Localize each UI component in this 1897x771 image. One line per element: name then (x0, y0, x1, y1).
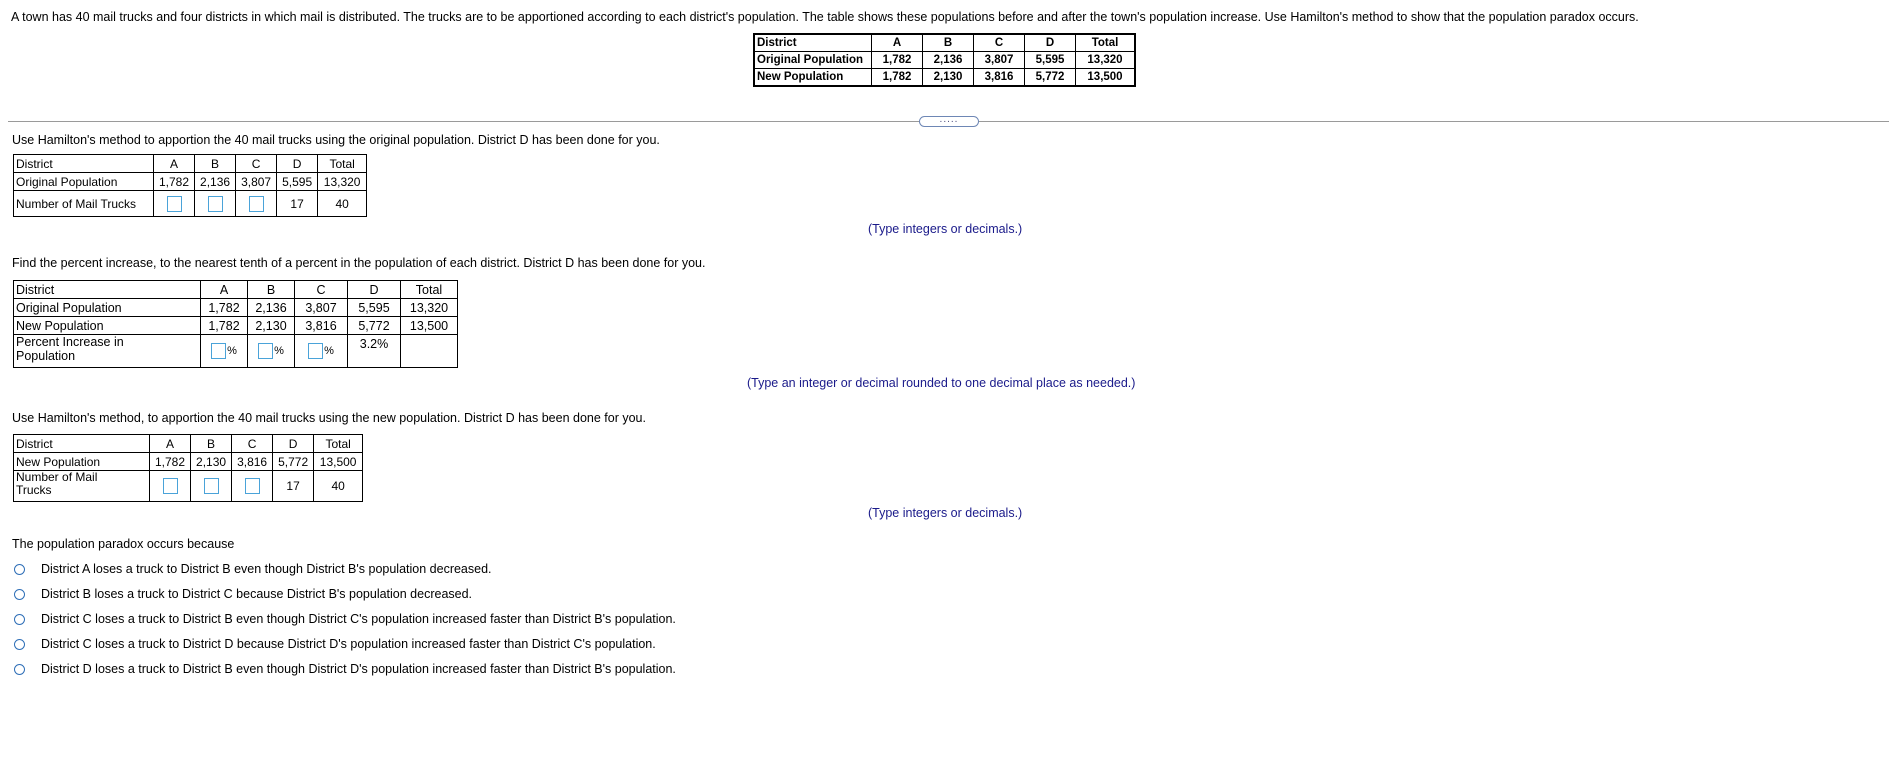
cell: 1,782 (201, 317, 248, 335)
answer-cell (236, 191, 277, 217)
part3-hint: (Type integers or decimals.) (868, 506, 1023, 520)
row-label: New Population (14, 453, 150, 471)
radio-button[interactable] (14, 564, 25, 575)
part1-prompt: Use Hamilton's method to apportion the 40 mail trucks using the original population. District D has been done for you. (12, 133, 660, 147)
table-row (14, 173, 367, 191)
cell: 5,595 (1025, 52, 1076, 69)
table-row (754, 69, 1135, 87)
paradox-option-2[interactable] (14, 587, 472, 601)
header-district: District (14, 281, 201, 299)
row-label: Number of Mail Trucks (14, 191, 154, 217)
cell: 5,595 (348, 299, 401, 317)
row-label: Original Population (14, 173, 154, 191)
table-row (14, 191, 367, 217)
part3-prompt: Use Hamilton's method, to apportion the 40 mail trucks using the new population. District D has been done for you. (12, 411, 646, 425)
population-table (753, 33, 1136, 87)
cell: 5,595 (277, 173, 318, 191)
answer-cell (150, 471, 191, 502)
cell: 40 (314, 471, 363, 502)
table-header-row (14, 435, 363, 453)
radio-button[interactable] (14, 589, 25, 600)
header-d: D (1025, 34, 1076, 52)
cell: 1,782 (150, 453, 191, 471)
problem-statement: A town has 40 mail trucks and four districts in which mail is distributed. The trucks are to be apportioned according to each district's population. The table shows these populations before and after the town's population increase. Use Hamilton's method to show that the population paradox occurs. (11, 10, 1639, 24)
option-label: District C loses a truck to District B even though District C's population increased faster than District B's population. (41, 612, 676, 626)
option-label: District C loses a truck to District D because District D's population increased faster than District C's population. (41, 637, 656, 651)
row-label: Original Population (754, 52, 872, 69)
table-header-row (14, 281, 458, 299)
answer-cell (232, 471, 273, 502)
paradox-option-4[interactable] (14, 637, 656, 651)
header-district: District (14, 155, 154, 173)
paradox-option-1[interactable] (14, 562, 492, 576)
header-b: B (191, 435, 232, 453)
part3-table (13, 434, 363, 502)
empty-cell (401, 335, 458, 368)
header-district: District (754, 34, 872, 52)
header-c: C (295, 281, 348, 299)
cell: 3.2% (348, 335, 401, 368)
answer-cell (195, 191, 236, 217)
answer-cell (295, 335, 348, 368)
row-label-line1: Percent Increase in (16, 335, 124, 349)
row-label (14, 335, 201, 368)
cell: 1,782 (201, 299, 248, 317)
part1-hint: (Type integers or decimals.) (868, 222, 1023, 236)
cell: 3,816 (974, 69, 1025, 87)
cell: 3,816 (232, 453, 273, 471)
cell: 2,136 (923, 52, 974, 69)
header-a: A (150, 435, 191, 453)
table-row (14, 299, 458, 317)
row-label: Original Population (14, 299, 201, 317)
header-d: D (273, 435, 314, 453)
answer-cell (154, 191, 195, 217)
header-b: B (923, 34, 974, 52)
cell: 2,136 (195, 173, 236, 191)
percent-b-input[interactable] (258, 343, 273, 359)
cell: 13,500 (314, 453, 363, 471)
table-row (14, 471, 363, 502)
option-label: District D loses a truck to District B even though District D's population increased faster than District B's population. (41, 662, 676, 676)
header-c: C (232, 435, 273, 453)
divider-handle[interactable]: ..... (919, 116, 979, 127)
cell: 2,130 (191, 453, 232, 471)
cell: 5,772 (1025, 69, 1076, 87)
cell: 13,320 (401, 299, 458, 317)
cell: 13,500 (1076, 69, 1136, 87)
answer-cell (201, 335, 248, 368)
row-label: New Population (14, 317, 201, 335)
cell: 3,807 (295, 299, 348, 317)
header-a: A (872, 34, 923, 52)
table-row (14, 453, 363, 471)
cell: 3,816 (295, 317, 348, 335)
row-label-line2: Trucks (16, 483, 52, 497)
part2-table (13, 280, 458, 368)
header-d: D (277, 155, 318, 173)
paradox-prompt: The population paradox occurs because (12, 537, 235, 551)
cell: 2,136 (248, 299, 295, 317)
percent-sign: % (274, 345, 284, 357)
header-total: Total (318, 155, 367, 173)
option-label: District A loses a truck to District B even though District B's population decreased. (41, 562, 492, 576)
percent-sign: % (324, 345, 334, 357)
header-b: B (248, 281, 295, 299)
radio-button[interactable] (14, 664, 25, 675)
row-label-line2: Population (16, 349, 76, 363)
table-row (754, 52, 1135, 69)
new-trucks-a-input[interactable] (163, 478, 178, 494)
table-header-row (754, 34, 1135, 52)
cell: 17 (277, 191, 318, 217)
trucks-c-input[interactable] (249, 196, 264, 212)
cell: 5,772 (348, 317, 401, 335)
header-c: C (236, 155, 277, 173)
trucks-a-input[interactable] (167, 196, 182, 212)
answer-cell (248, 335, 295, 368)
cell: 40 (318, 191, 367, 217)
trucks-b-input[interactable] (208, 196, 223, 212)
cell: 2,130 (248, 317, 295, 335)
cell: 3,807 (236, 173, 277, 191)
cell: 17 (273, 471, 314, 502)
part1-table (13, 154, 367, 217)
cell: 13,500 (401, 317, 458, 335)
table-row (14, 317, 458, 335)
header-total: Total (1076, 34, 1136, 52)
cell: 2,130 (923, 69, 974, 87)
answer-cell (191, 471, 232, 502)
cell: 3,807 (974, 52, 1025, 69)
table-header-row (14, 155, 367, 173)
header-total: Total (314, 435, 363, 453)
radio-button[interactable] (14, 639, 25, 650)
cell: 13,320 (1076, 52, 1136, 69)
header-a: A (201, 281, 248, 299)
header-d: D (348, 281, 401, 299)
percent-sign: % (227, 345, 237, 357)
percent-c-input[interactable] (308, 343, 323, 359)
table-row (14, 335, 458, 368)
header-district: District (14, 435, 150, 453)
new-trucks-c-input[interactable] (245, 478, 260, 494)
header-total: Total (401, 281, 458, 299)
paradox-option-3[interactable] (14, 612, 676, 626)
cell: 1,782 (872, 69, 923, 87)
radio-button[interactable] (14, 614, 25, 625)
row-label (14, 471, 150, 502)
header-c: C (974, 34, 1025, 52)
row-label: New Population (754, 69, 872, 87)
cell: 5,772 (273, 453, 314, 471)
part2-prompt: Find the percent increase, to the nearest tenth of a percent in the population of each district. District D has been done for you. (12, 256, 706, 270)
option-label: District B loses a truck to District C because District B's population decreased. (41, 587, 473, 601)
header-a: A (154, 155, 195, 173)
part2-hint: (Type an integer or decimal rounded to one decimal place as needed.) (747, 376, 1136, 390)
cell: 13,320 (318, 173, 367, 191)
percent-a-input[interactable] (211, 343, 226, 359)
cell: 1,782 (872, 52, 923, 69)
cell: 1,782 (154, 173, 195, 191)
row-label-line1: Number of Mail (16, 470, 98, 484)
paradox-option-5[interactable] (14, 662, 676, 676)
new-trucks-b-input[interactable] (204, 478, 219, 494)
header-b: B (195, 155, 236, 173)
